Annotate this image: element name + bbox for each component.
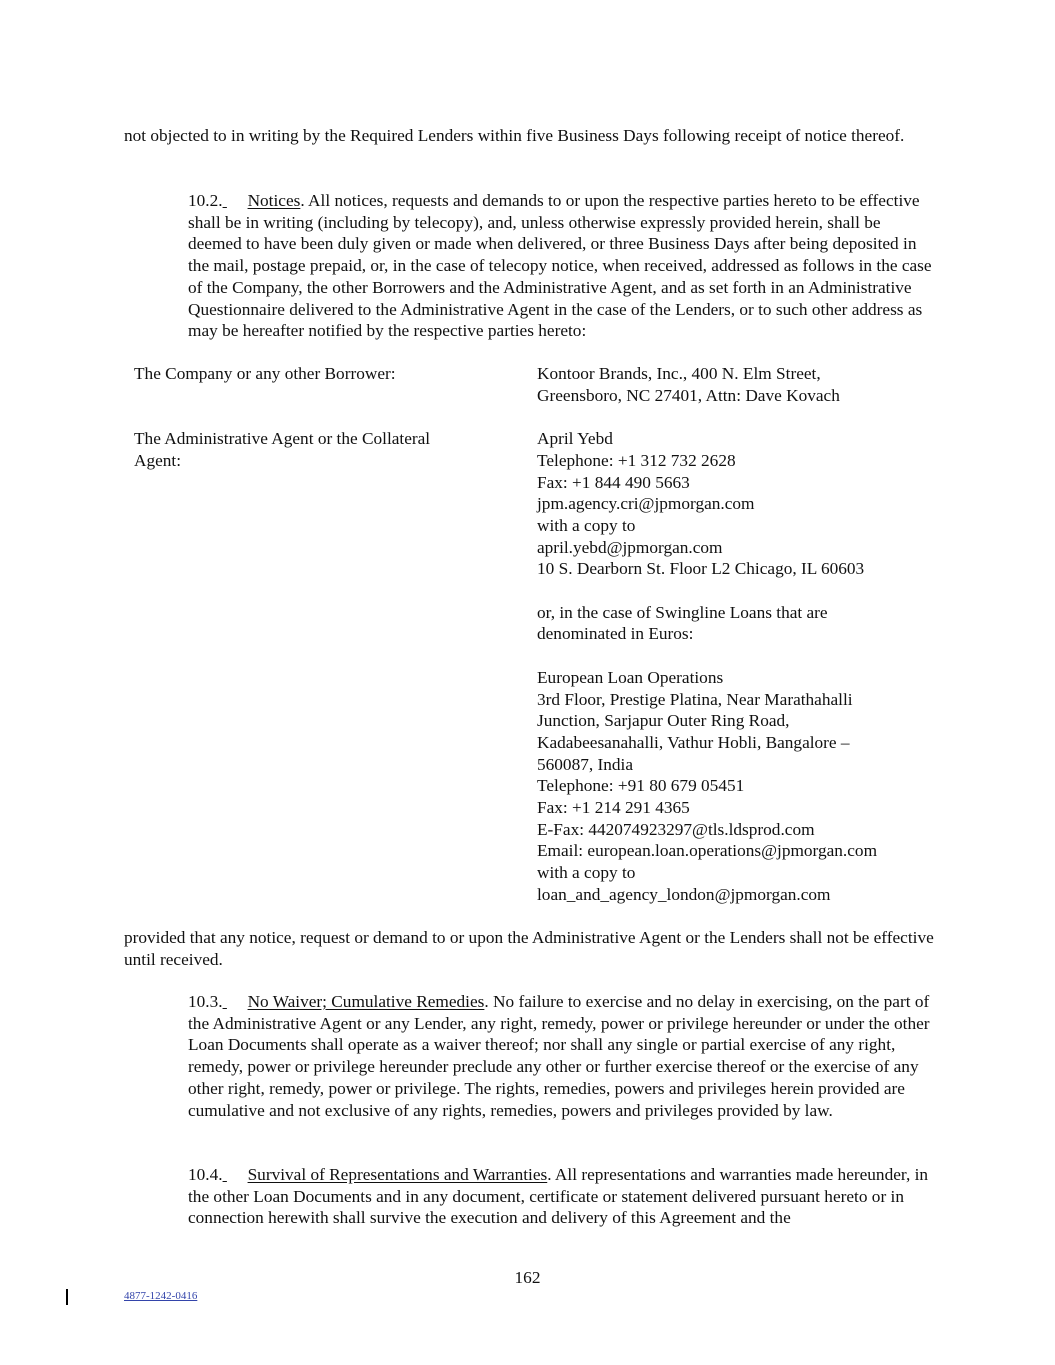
page-number: 162	[514, 1268, 541, 1287]
proviso-text: provided that any notice, request or demand to or upon the Administrative Agent or the Lenders shall not be effective until received.	[124, 928, 934, 969]
spacer	[134, 406, 934, 428]
tab-gap	[223, 190, 248, 212]
swingline-note: denominated in Euros:	[537, 624, 694, 644]
email: jpm.agency.cri@jpmorgan.com	[537, 494, 755, 514]
section-number: 10.2.	[188, 191, 223, 210]
intro-paragraph	[124, 125, 934, 147]
section-10-3	[124, 991, 934, 1121]
notice-label	[134, 363, 537, 406]
notice-row-admin-agent	[134, 428, 934, 905]
email: Email: european.loan.operations@jpmorgan.com	[537, 841, 878, 861]
intro-text: not objected to in writing by the Required Lenders within five Business Days following receipt of notice thereof.	[124, 126, 905, 145]
section-body: . All notices, requests and demands to or upon the respective parties hereto to be effective shall be in writing (including by telecopy), and, unless otherwise expressly provided herein, shall be deemed to have been duly given or made when delivered, or three Business Days after being deposited in the mail, postage prepaid, or, in the case of telecopy notice, when received, addressed as follows in the case of the Company, the other Borrowers and the Administrative Agent, and as set forth in an Administrative Questionnaire delivered to the Administrative Agent in the case of the Lenders, or to such other address as may be hereafter notified by the respective parties hereto:	[188, 191, 932, 341]
tab-gap	[223, 991, 248, 1013]
fax: Fax: +1 844 490 5663	[537, 472, 690, 492]
office-name: European Loan Operations	[537, 667, 724, 687]
address-line: 3rd Floor, Prestige Platina, Near Marathahalli	[537, 689, 853, 709]
label-line: The Company or any other Borrower:	[134, 364, 396, 383]
section-10-4-paragraph	[124, 1164, 934, 1229]
notice-address	[537, 428, 934, 905]
document-id-link[interactable]: 4877-1242-0416	[124, 1290, 198, 1302]
section-number: 10.3.	[188, 992, 223, 1011]
fax: Fax: +1 214 291 4365	[537, 798, 690, 818]
notice-address	[537, 363, 934, 406]
address-line: Greensboro, NC 27401, Attn: Dave Kovach	[537, 385, 840, 405]
section-10-4	[124, 1164, 934, 1229]
change-bar	[66, 1289, 68, 1305]
section-body: . No failure to exercise and no delay in exercising, on the part of the Administrative Agent or any Lender, any right, remedy, power or privilege hereunder or under the other Loan Documents shall operate as a waiver thereof; nor shall any single or partial exercise of any right, remedy, power or privilege hereunder preclude any other or further exercise thereof or the exercise of any other right, remedy, power or privilege. The rights, remedies, powers and privileges herein provided are cumulative and not exclusive of any rights, remedies, powers and privileges provided by law.	[188, 992, 930, 1120]
notice-label	[134, 428, 537, 905]
section-body: . All representations and warranties made hereunder, in the other Loan Documents and in any document, certificate or statement delivered pursuant hereto or in connection herewith shall survive the execution and delivery of this Agreement and the	[188, 1165, 929, 1228]
section-10-2	[124, 190, 934, 342]
notice-row-company	[134, 363, 934, 406]
spacer	[537, 580, 934, 602]
notice-address-table	[134, 363, 934, 906]
street-address: 10 S. Dearborn St. Floor L2 Chicago, IL 60603	[537, 559, 865, 579]
swingline-note: or, in the case of Swingline Loans that are	[537, 602, 828, 622]
copy-note: with a copy to	[537, 863, 636, 883]
section-heading: Survival of Representations and Warranties	[247, 1165, 548, 1184]
tab-gap	[223, 1164, 248, 1186]
contact-name: April Yebd	[537, 429, 613, 449]
copy-email: april.yebd@jpmorgan.com	[537, 537, 723, 557]
label-line: Agent:	[134, 450, 182, 470]
section-10-2-paragraph	[124, 190, 934, 342]
section-heading: No Waiver; Cumulative Remedies	[247, 992, 485, 1011]
section-10-3-paragraph	[124, 991, 934, 1121]
e-fax: E-Fax: 442074923297@tls.ldsprod.com	[537, 819, 815, 839]
copy-note: with a copy to	[537, 515, 636, 535]
copy-email: loan_and_agency_london@jpmorgan.com	[537, 884, 831, 904]
label-line: The Administrative Agent or the Collateral	[134, 429, 431, 449]
address-line: 560087, India	[537, 754, 633, 774]
telephone: Telephone: +1 312 732 2628	[537, 450, 736, 470]
address-line: Junction, Sarjapur Outer Ring Road,	[537, 711, 790, 731]
telephone: Telephone: +91 80 679 05451	[537, 776, 745, 796]
section-heading: Notices	[247, 191, 301, 210]
section-number: 10.4.	[188, 1165, 223, 1184]
proviso-paragraph	[124, 927, 934, 970]
address-line: Kadabeesanahalli, Vathur Hobli, Bangalore –	[537, 732, 850, 752]
spacer	[537, 645, 934, 667]
address-line: Kontoor Brands, Inc., 400 N. Elm Street,	[537, 364, 821, 383]
